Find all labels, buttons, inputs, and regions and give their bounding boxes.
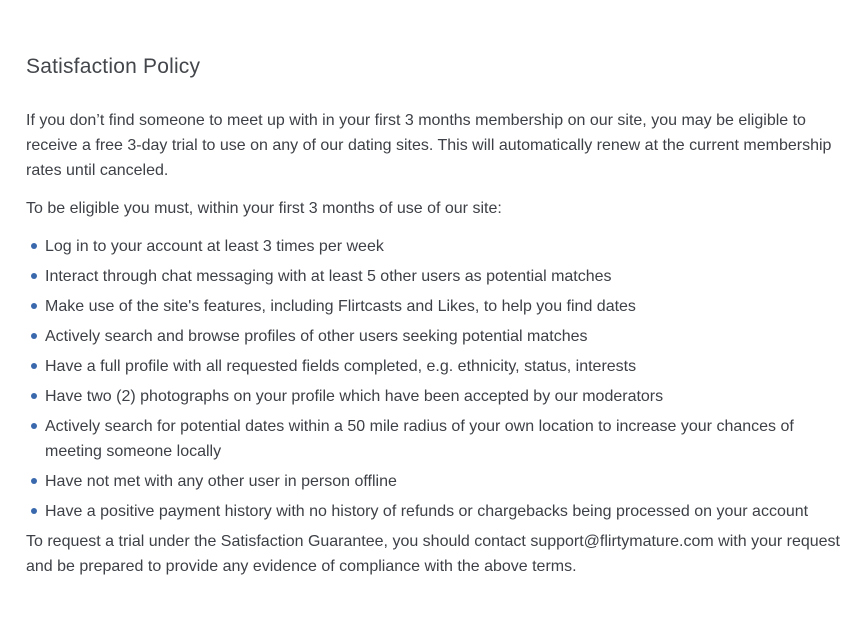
bullet-icon	[31, 243, 37, 249]
bullet-icon	[31, 423, 37, 429]
eligibility-lead-paragraph: To be eligible you must, within your first 3 months of use of our site:	[26, 200, 502, 217]
eligibility-item-text: Have a positive payment history with no history of refunds or chargebacks being processed on your account	[45, 503, 809, 520]
bullet-icon	[31, 273, 37, 279]
eligibility-item	[26, 469, 841, 494]
eligibility-item-text: Have two (2) photographs on your profile which have been accepted by our moderators	[45, 388, 664, 405]
eligibility-item	[26, 414, 841, 464]
eligibility-item	[26, 384, 841, 409]
bullet-icon	[31, 333, 37, 339]
eligibility-item	[26, 354, 841, 379]
bullet-icon	[31, 363, 37, 369]
closing-text-before-email: To request a trial under the Satisfaction Guarantee, you should contact	[26, 533, 531, 550]
page-title: Satisfaction Policy	[26, 55, 201, 78]
eligibility-item-text: Have a full profile with all requested fields completed, e.g. ethnicity, status, interests	[45, 358, 637, 375]
eligibility-item-text: Actively search for potential dates within a 50 mile radius of your own location to increase your chances of meeting someone locally	[45, 418, 794, 460]
eligibility-item-text: Have not met with any other user in person offline	[45, 473, 397, 490]
eligibility-item-text: Make use of the site's features, including Flirtcasts and Likes, to help you find dates	[45, 298, 636, 315]
eligibility-item-text: Interact through chat messaging with at least 5 other users as potential matches	[45, 268, 612, 285]
eligibility-list	[26, 234, 841, 524]
closing-paragraph	[26, 529, 841, 579]
eligibility-item	[26, 499, 841, 524]
intro-paragraph: If you don’t find someone to meet up with in your first 3 months membership on our site, you may be eligible to receive a free 3-day trial to use on any of our dating sites. This will automatically renew at the current membership rates until canceled.	[26, 112, 832, 179]
support-email: support@flirtymature.com	[530, 533, 714, 550]
bullet-icon	[31, 393, 37, 399]
eligibility-item	[26, 264, 841, 289]
bullet-icon	[31, 508, 37, 514]
eligibility-item-text: Actively search and browse profiles of other users seeking potential matches	[45, 328, 588, 345]
bullet-icon	[31, 478, 37, 484]
eligibility-item	[26, 234, 841, 259]
bullet-icon	[31, 303, 37, 309]
eligibility-item-text: Log in to your account at least 3 times per week	[45, 238, 384, 255]
eligibility-item	[26, 324, 841, 349]
closing-text-after-email: with your request and be prepared to provide any evidence of compliance with the above terms.	[26, 533, 840, 575]
eligibility-item	[26, 294, 841, 319]
